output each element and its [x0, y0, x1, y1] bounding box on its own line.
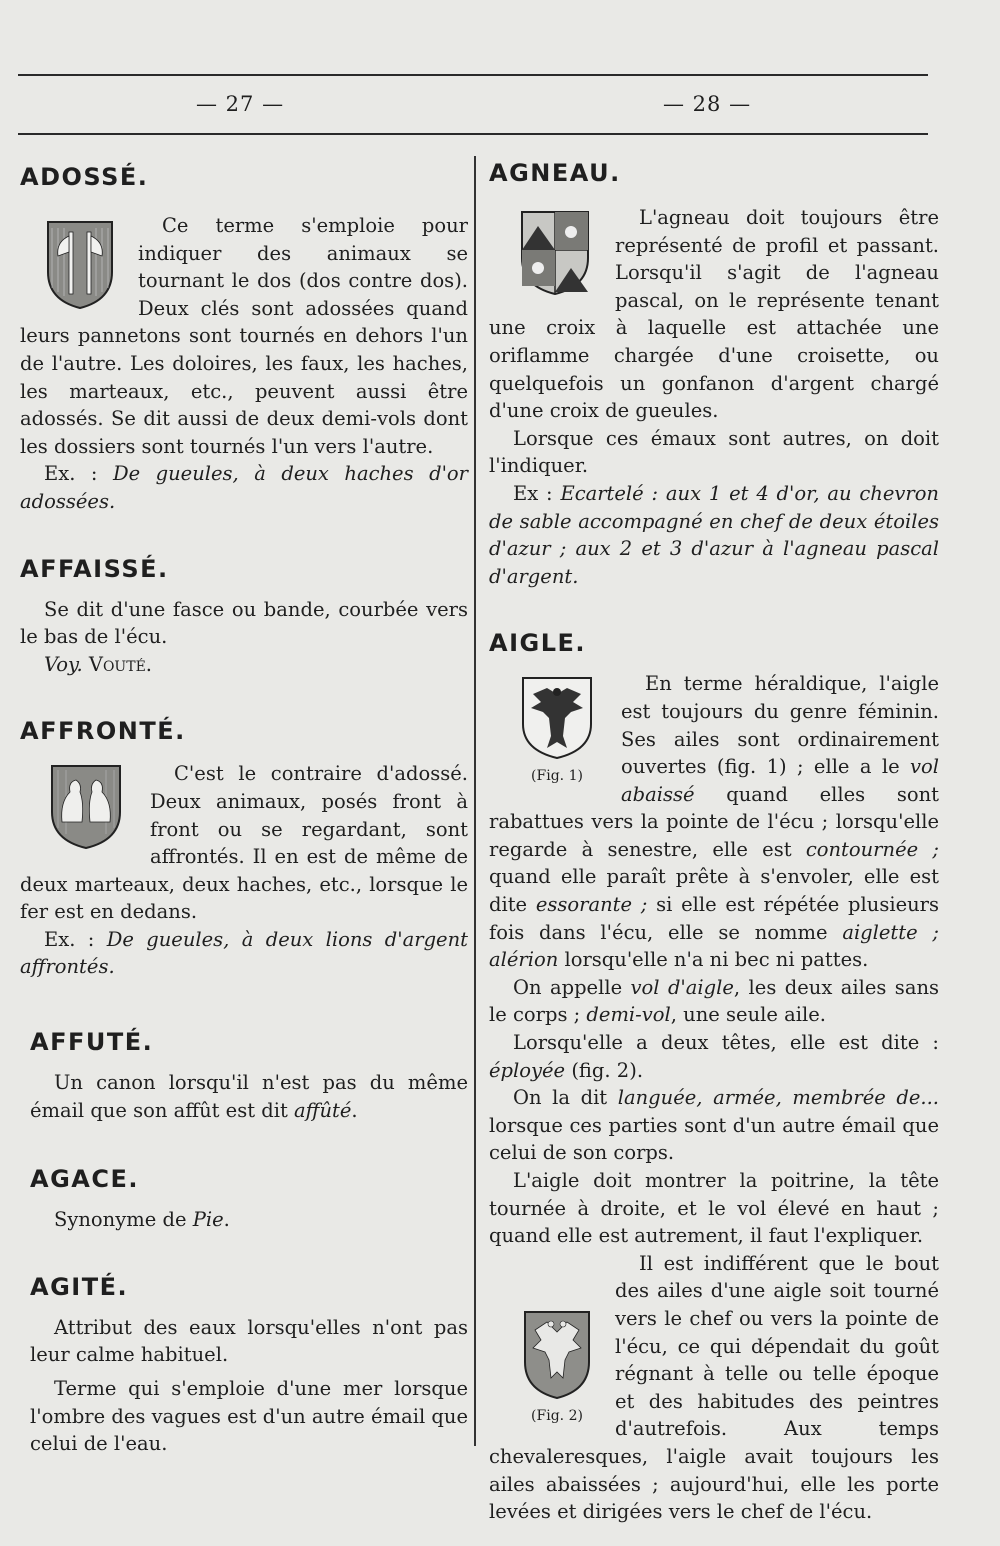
entry-text: L'aigle doit montrer la poitrine, la tête tournée à droite, et le vol élevé en haut ; quand elle est autrement, il faut l'expliquer.: [489, 1169, 939, 1248]
shield-two-lions-icon: [36, 762, 136, 870]
entry-text: L'agneau doit toujours être représenté de profil et passant. Lorsqu'il s'agit de l'agneau pascal, on le représente tenant une croix à laquelle est attachée une oriflamme chargée d'une croisette, ou quelquefois un gonfanon d'argent chargé d'une croix de gueules.: [489, 206, 939, 423]
entry-agneau: [489, 158, 939, 590]
entry-text: Il est indifférent que le bout des ailes d'une aigle soit tourné vers le chef ou vers la pointe de l'écu, ce qui dépendait du goût régnant à telle ou telle époque et des habitudes des peintres d'autrefois. Aux temps chevaleresques, l'aigle avait toujours les ailes abaissées ; aujourd'hui, elle les porte levées et dirigées vers le chef de l'écu.: [489, 1251, 939, 1524]
entry-text: Synonyme de Pie.: [54, 1208, 230, 1232]
entry-text: Lorsque ces émaux sont autres, on doit l'indiquer.: [489, 426, 939, 478]
header-rule: [18, 133, 928, 135]
entry-title: AGITÉ.: [30, 1272, 129, 1301]
entry-text: Lorsqu'elle a deux têtes, elle est dite : éployée (fig. 2).: [489, 1031, 939, 1082]
entry-adosse: [20, 162, 468, 516]
entry-title: AFFRONTÉ.: [20, 717, 186, 746]
entry-text: Un canon lorsqu'il n'est pas du même émail que son affût est dit affûté.: [30, 1071, 468, 1122]
entry-text: On appelle vol d'aigle, les deux ailes sans le corps ; demi-vol, une seule aile.: [489, 975, 940, 1027]
entry-affaisse: [20, 554, 468, 679]
page-number-left: — 27 —: [196, 92, 285, 116]
shield-eagle-fig2-icon: [511, 1308, 603, 1424]
entry-affronte: [20, 716, 468, 981]
entry-voy: Voy. Vouté.: [44, 652, 152, 676]
entry-affute: [20, 1027, 468, 1124]
entry-text: En terme héraldique, l'aigle est toujours du genre féminin. Ses ailes sont ordinairement ouvertes (fig. 1) ; elle a le vol abaissé quand elles sont rabattues vers la pointe de l'écu ; lorsqu'elle regarde à senestre, elle est contournée ; quand elle paraît prête à s'envoler, elle est dite essorante ; si elle est répétée plusieurs fois dans l'écu, elle se nomme aiglette ; alérion lorsqu'elle n'a ni bec ni pattes.: [489, 672, 940, 972]
entry-text: On la dit languée, armée, membrée de... lorsque ces parties sont d'un autre émail que celui de son corps.: [489, 1086, 939, 1165]
entry-text: Se dit d'une fasce ou bande, courbée vers le bas de l'écu.: [20, 597, 468, 649]
entry-example: Ex : Ecartelé : aux 1 et 4 d'or, au chevron de sable accompagné en chef de deux étoiles d'azur ; aux 2 et 3 d'azur à l'agneau pascal d'argent.: [489, 481, 939, 588]
shield-quartered-agneau-icon: [507, 208, 603, 314]
entry-example: Ex. : De gueules, à deux haches d'or adossées.: [20, 462, 468, 513]
entry-agace: [20, 1164, 468, 1234]
left-column: [20, 162, 468, 1458]
entry-agite: [20, 1272, 468, 1458]
entry-aigle: [489, 628, 939, 1525]
page-number-right: — 28 —: [663, 92, 752, 116]
entry-title: AGACE.: [30, 1165, 139, 1194]
entry-title: AFFAISSÉ.: [20, 554, 169, 583]
figure-caption: (Fig. 2): [531, 1407, 583, 1424]
top-rule: [18, 74, 928, 76]
entry-title: ADOSSÉ.: [20, 163, 149, 191]
shield-eagle-fig1-icon: [507, 674, 607, 784]
entry-text: Ce terme s'emploie pour indiquer des animaux se tournant le dos (dos contre dos). Deux clés sont adossées quand leurs pannetons sont tournés en dehors l'un de l'autre. Les doloires, les faux, les haches, les marteaux, etc., peuvent aussi être adossés. Se dit aussi de deux demi-vols dont les dossiers sont tournés l'un vers l'autre.: [20, 214, 468, 458]
entry-text: C'est le contraire d'adossé. Deux animaux, posés front à front ou se regardant, sont affrontés. Il en est de même de deux marteaux, deux haches, etc., lorsque le fer est en dedans.: [20, 762, 468, 924]
entry-example: Ex. : De gueules, à deux lions d'argent affrontés.: [20, 927, 468, 979]
right-column: [489, 158, 939, 1526]
column-divider: [474, 156, 476, 1446]
entry-title: AIGLE.: [489, 629, 587, 658]
entry-text: Terme qui s'emploie d'une mer lorsque l'ombre des vagues est d'un autre émail que celui de l'eau.: [30, 1377, 468, 1456]
entry-title: AFFUTÉ.: [30, 1028, 154, 1057]
shield-two-axes-icon: [34, 218, 126, 322]
entry-title: AGNEAU.: [489, 159, 621, 187]
entry-text: Attribut des eaux lorsqu'elles n'ont pas leur calme habituel.: [30, 1315, 468, 1367]
figure-caption: (Fig. 1): [531, 768, 583, 785]
